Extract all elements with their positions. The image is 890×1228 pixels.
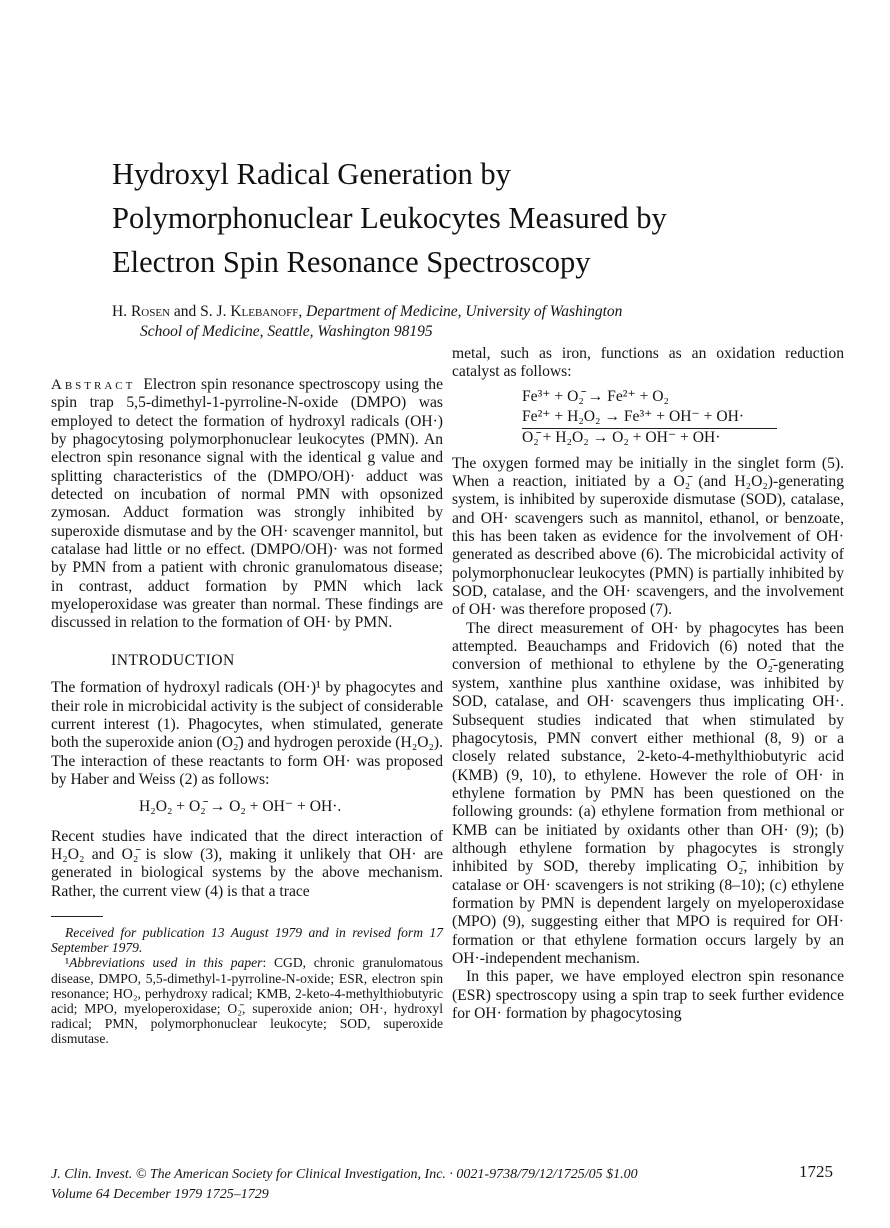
journal-citation: J. Clin. Invest. © The American Society for Clinical Investigation, Inc. · 0021-9738/79/12/1725/05 $1.00 [51, 1167, 638, 1182]
page-footer [51, 1162, 841, 1205]
footnotes [51, 925, 443, 1047]
author-name: Rosen [130, 303, 171, 320]
intro-paragraph: In this paper, we have employed electron spin resonance (ESR) spectroscopy using a spin trap to seek further evidence for OH· formation by phagocytosing [452, 968, 844, 1022]
footnote-text: : CGD, chronic granulomatous disease, DMPO, 5,5-dimethyl-1-pyrroline-N-oxide; ESR, electron spin resonance; HO₂, perhydroxy radical; KMB, 2-keto-4-methylthiobutyric acid; MPO, myeloperoxidase; O₂̄, superoxide anion; OH·, hydroxyl radical; PMN, polymorphonuclear leukocyte; SOD, superoxide dismutase. [51, 955, 443, 1047]
volume-line: Volume 64 December 1979 1725–1729 [51, 1187, 269, 1202]
page-number: 1725 [799, 1162, 833, 1181]
intro-paragraph-continued: metal, such as iron, functions as an oxidation reduction catalyst as follows: [452, 345, 844, 381]
equation-haber-weiss: H₂O₂ + O₂̄ → O₂ + OH⁻ + OH·. [139, 798, 342, 816]
footnote-marker: ¹ [65, 955, 70, 971]
right-column [452, 345, 844, 1023]
abstract-heading: Abstract [51, 377, 136, 393]
equation-row: O₂̄ + H₂O₂ → O₂ + OH⁻ + OH· [522, 428, 721, 446]
title-line: Hydroxyl Radical Generation by [112, 157, 511, 191]
section-heading-introduction: INTRODUCTION [111, 651, 235, 669]
footnote-divider [51, 916, 103, 917]
title-line: Polymorphonuclear Leukocytes Measured by [112, 201, 667, 235]
intro-paragraph: The formation of hydroxyl radicals (OH·)¹ by phagocytes and their role in microbicidal activity is the subject of considerable current interest (1). Phagocytes, when stimulated, generate both the superoxide anion (O₂̄) and hydrogen peroxide (H₂O₂). The interaction of these reactants to form OH· was proposed by Haber and Weiss (2) as follows: [51, 679, 443, 788]
equation-row: Fe²⁺ + H₂O₂ → Fe³⁺ + OH⁻ + OH· [522, 408, 777, 429]
equation-block-fenton [522, 388, 844, 449]
abstract [51, 376, 443, 633]
affiliation: , Department of Medicine, University of Washington [298, 303, 623, 320]
footnote-received: Received for publication 13 August 1979 and in revised form 17 September 1979. [51, 924, 443, 956]
footnote-abbreviations [51, 955, 443, 1046]
author-and: and S. J. [170, 303, 231, 320]
affiliation-line-2: School of Medicine, Seattle, Washington 98195 [140, 323, 433, 340]
footnote-label: Abbreviations used in this paper [69, 955, 263, 971]
equation-row: Fe³⁺ + O₂̄ → Fe²⁺ + O₂ [522, 387, 669, 405]
intro-paragraph: The oxygen formed may be initially in the singlet form (5). When a reaction, initiated by a O₂̄ (and H₂O₂)-generating system, is inhibited by superoxide dismutase (SOD), catalase, and OH· scavengers such as mannitol, ethanol, or benzoate, this has been taken as evidence for the involvement of OH· generated as described above (6). The microbicidal activity of polymorphonuclear leukocytes (PMN) is partially inhibited by SOD, catalase, and the OH· scavengers, and the involvement of OH· was therefore proposed (7). [452, 454, 844, 619]
author-block [112, 302, 812, 342]
intro-paragraph: Recent studies have indicated that the direct interaction of H₂O₂ and O₂̄ is slow (3), making it unlikely that OH· are generated in biological systems by the above mechanism. Rather, the current view (4) is that a trace [51, 827, 443, 900]
left-column [51, 376, 443, 1047]
author-initial: H. [112, 303, 131, 320]
intro-paragraph: The direct measurement of OH· by phagocytes has been attempted. Beauchamps and Fridovich (6) noted that the conversion of methional to ethylene by the O₂̄-generating system, xanthine plus xanthine oxidase, was inhibited by SOD, catalase, and OH· scavengers thus implicating OH·. Subsequent studies indicated that when stimulated by phagocytosis, PMN convert either methional (8, 9) or a closely related substance, 2-keto-4-methylthiobutyric acid (KMB) (9, 10), to ethylene. However the role of OH· in ethylene formation by PMN has been questioned on the following grounds: (a) ethylene formation from methional or KMB can be initiated by oxidants other than OH· (9); (b) although ethylene formation by phagocytes is strongly inhibited by SOD, thereby implicating O₂̄, inhibition by catalase or OH· scavengers is not striking (8–10); (c) ethylene formation by PMN is dependent largely on myeloperoxidase (MPO) (9), suggesting either that MPO is required for OH· formation or that ethylene formation occurs largely by an OH·-independent mechanism. [452, 619, 844, 967]
author-name: Klebanoff [230, 303, 299, 320]
title-line: Electron Spin Resonance Spectroscopy [112, 245, 591, 279]
abstract-text: Electron spin resonance spectroscopy using the spin trap 5,5-dimethyl-1-pyrroline-N-oxide (DMPO) was employed to detect the formation of hydroxyl radicals (OH·) by phagocytosing polymorphonuclear leukocytes (PMN). An electron spin resonance signal with the identical g value and splitting characteristics of the (DMPO/OH)· adduct was detected on incubation of normal PMN with opsonized zymosan. Adduct formation was strongly inhibited by superoxide dismutase and by the OH· scavenger mannitol, but catalase had little or no effect. (DMPO/OH)· was not formed by PMN from a patient with chronic granulomatous disease; in contrast, adduct formation by PMN which lack myeloperoxidase was greater than normal. These findings are discussed in relation to the formation of OH· by PMN. [51, 376, 443, 632]
article-title [112, 152, 812, 284]
